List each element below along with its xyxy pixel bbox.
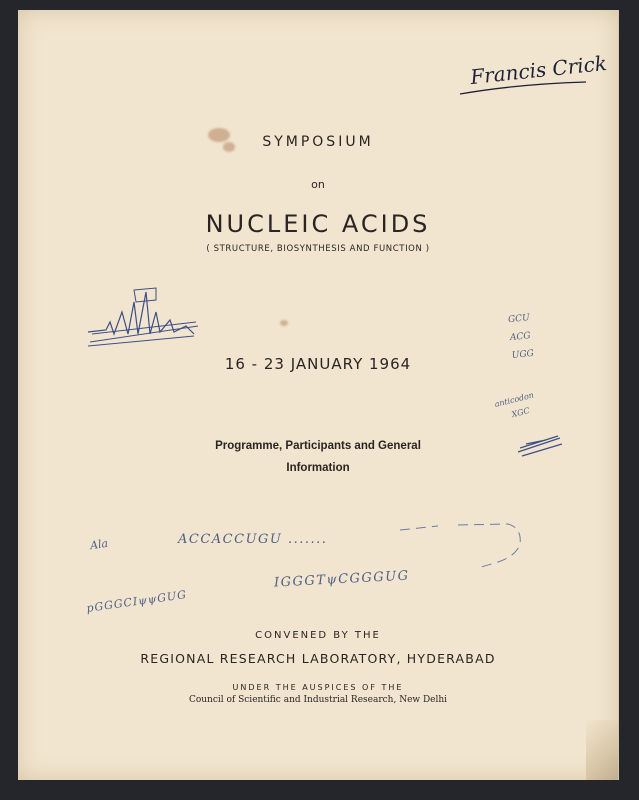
symposium-dates: 16 - 23 JANUARY 1964 — [224, 355, 412, 373]
handwritten-codons — [507, 309, 534, 365]
council-name: Council of Scientific and Industrial Research, New Delhi — [188, 695, 448, 705]
document-title: NUCLEIC ACIDS — [205, 210, 431, 238]
handwritten-sequence-3: pGGGCIψψGUG — [85, 588, 188, 615]
symposium-heading: SYMPOSIUM — [262, 134, 374, 150]
programme-line-2: Information — [286, 462, 350, 474]
crossed-out-sketch — [86, 282, 206, 352]
handwritten-signature: Francis Crick — [469, 50, 608, 90]
codon-2: ACG — [509, 331, 532, 344]
handwritten-note-ala: Ala — [89, 536, 109, 553]
programme-line-1: Programme, Participants and General — [215, 440, 421, 452]
crossed-out-scribble — [516, 430, 566, 460]
laboratory-name: REGIONAL RESEARCH LABORATORY, HYDERABAD — [140, 651, 496, 666]
handwritten-sequence-2: IGGGTψCGGGUG — [273, 568, 410, 591]
anticodon-value: XGC — [510, 405, 531, 420]
codon-3: UGG — [511, 348, 535, 362]
codon-1: GCU — [507, 313, 531, 326]
anticodon-label: anticodon — [493, 390, 535, 409]
auspices-text: UNDER THE AUSPICES OF THE — [232, 683, 404, 692]
connector-text: on — [311, 178, 325, 191]
stain-spot — [280, 320, 288, 326]
convened-by-text: CONVENED BY THE — [255, 630, 381, 641]
document-subtitle: ( STRUCTURE, BIOSYNTHESIS AND FUNCTION ) — [206, 244, 430, 254]
signature-underline — [458, 80, 588, 100]
handwritten-anticodon — [493, 389, 539, 426]
sequence-bracket — [398, 520, 528, 580]
document-page — [18, 10, 619, 780]
handwritten-sequence-1: ACCACCUGU ....... — [178, 532, 328, 547]
